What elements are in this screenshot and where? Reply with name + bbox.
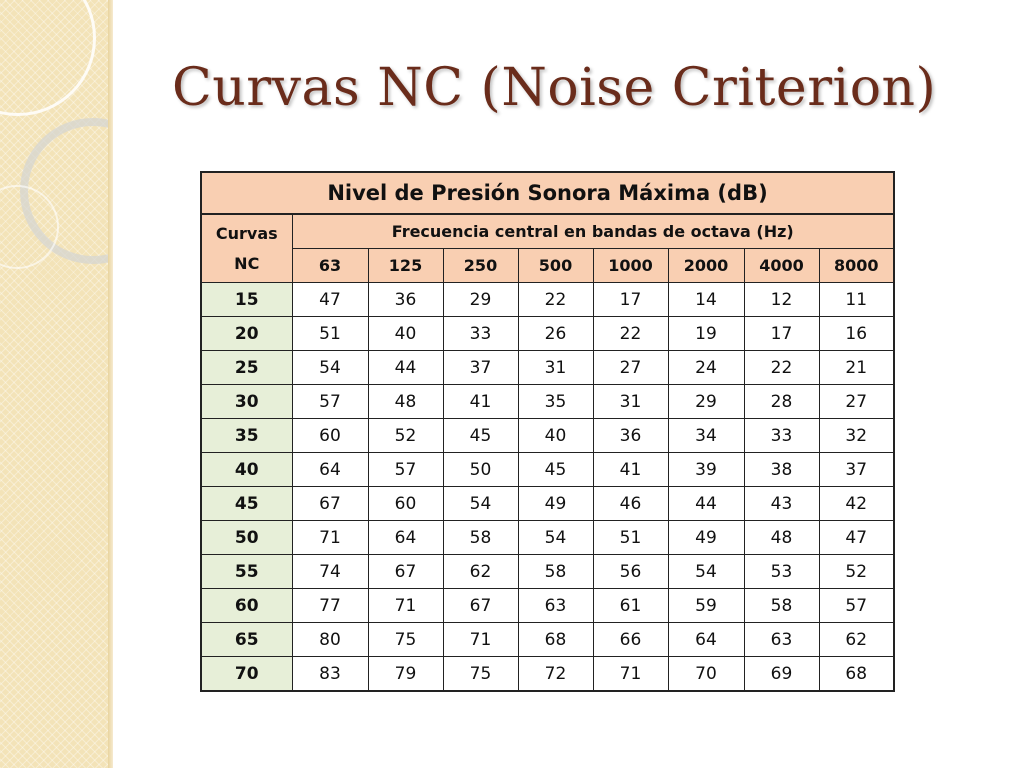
spl-value-cell: 79: [368, 657, 443, 692]
spl-value-cell: 83: [292, 657, 368, 692]
spl-value-cell: 57: [292, 385, 368, 419]
spl-value-cell: 24: [668, 351, 744, 385]
table-body: [201, 283, 894, 692]
spl-value-cell: 16: [819, 317, 894, 351]
frequency-header-cell: 500: [518, 249, 593, 283]
spl-value-cell: 40: [368, 317, 443, 351]
spl-value-cell: 41: [443, 385, 518, 419]
spl-value-cell: 34: [668, 419, 744, 453]
spl-value-cell: 69: [744, 657, 819, 692]
decorative-ring: [0, 0, 96, 116]
spl-value-cell: 27: [593, 351, 668, 385]
spl-value-cell: 56: [593, 555, 668, 589]
table-row: [201, 555, 894, 589]
nc-value-cell: 20: [201, 317, 292, 351]
spl-value-cell: 62: [819, 623, 894, 657]
spl-value-cell: 49: [668, 521, 744, 555]
spl-value-cell: 77: [292, 589, 368, 623]
spl-value-cell: 74: [292, 555, 368, 589]
table-row: [201, 487, 894, 521]
spl-value-cell: 67: [368, 555, 443, 589]
spl-value-cell: 71: [593, 657, 668, 692]
spl-value-cell: 31: [518, 351, 593, 385]
spl-value-cell: 50: [443, 453, 518, 487]
spl-value-cell: 67: [443, 589, 518, 623]
frequency-header-cell: 2000: [668, 249, 744, 283]
spl-value-cell: 14: [668, 283, 744, 317]
spl-value-cell: 22: [518, 283, 593, 317]
spl-value-cell: 53: [744, 555, 819, 589]
spl-value-cell: 51: [593, 521, 668, 555]
spl-value-cell: 52: [819, 555, 894, 589]
spl-value-cell: 43: [744, 487, 819, 521]
spl-value-cell: 48: [744, 521, 819, 555]
spl-value-cell: 54: [518, 521, 593, 555]
spl-value-cell: 49: [518, 487, 593, 521]
nc-value-cell: 55: [201, 555, 292, 589]
table-row: [201, 521, 894, 555]
spl-value-cell: 44: [668, 487, 744, 521]
table-row: [201, 453, 894, 487]
nc-value-cell: 25: [201, 351, 292, 385]
table-row: [201, 623, 894, 657]
spl-value-cell: 11: [819, 283, 894, 317]
spl-value-cell: 31: [593, 385, 668, 419]
spl-value-cell: 26: [518, 317, 593, 351]
nc-value-cell: 70: [201, 657, 292, 692]
spl-value-cell: 54: [292, 351, 368, 385]
spl-value-cell: 70: [668, 657, 744, 692]
spl-value-cell: 40: [518, 419, 593, 453]
spl-value-cell: 33: [443, 317, 518, 351]
table-row: [201, 317, 894, 351]
spl-value-cell: 64: [368, 521, 443, 555]
spl-value-cell: 36: [593, 419, 668, 453]
spl-value-cell: 52: [368, 419, 443, 453]
spl-value-cell: 28: [744, 385, 819, 419]
spl-value-cell: 59: [668, 589, 744, 623]
spl-value-cell: 47: [292, 283, 368, 317]
spl-value-cell: 63: [518, 589, 593, 623]
spl-value-cell: 57: [819, 589, 894, 623]
spl-value-cell: 45: [443, 419, 518, 453]
nc-value-cell: 35: [201, 419, 292, 453]
spl-value-cell: 68: [518, 623, 593, 657]
nc-value-cell: 45: [201, 487, 292, 521]
table-super-header: Nivel de Presión Sonora Máxima (dB): [201, 172, 894, 214]
table-row: [201, 385, 894, 419]
spl-value-cell: 68: [819, 657, 894, 692]
frequency-header-row: [201, 249, 894, 283]
spl-value-cell: 71: [368, 589, 443, 623]
spl-value-cell: 63: [744, 623, 819, 657]
spl-value-cell: 17: [593, 283, 668, 317]
spl-value-cell: 19: [668, 317, 744, 351]
spl-value-cell: 22: [744, 351, 819, 385]
table-row: [201, 657, 894, 692]
spl-value-cell: 51: [292, 317, 368, 351]
spl-value-cell: 54: [443, 487, 518, 521]
decorative-side-panel: [0, 0, 113, 768]
spl-value-cell: 27: [819, 385, 894, 419]
spl-value-cell: 57: [368, 453, 443, 487]
table-row: [201, 283, 894, 317]
nc-value-cell: 15: [201, 283, 292, 317]
spl-value-cell: 37: [443, 351, 518, 385]
spl-value-cell: 44: [368, 351, 443, 385]
nc-curves-table: [200, 171, 895, 692]
spl-value-cell: 36: [368, 283, 443, 317]
spl-value-cell: 17: [744, 317, 819, 351]
spl-value-cell: 58: [518, 555, 593, 589]
spl-value-cell: 62: [443, 555, 518, 589]
spl-value-cell: 54: [668, 555, 744, 589]
spl-value-cell: 37: [819, 453, 894, 487]
nc-value-cell: 60: [201, 589, 292, 623]
nc-column-header: [201, 214, 292, 283]
spl-value-cell: 22: [593, 317, 668, 351]
spl-value-cell: 64: [668, 623, 744, 657]
spl-value-cell: 71: [292, 521, 368, 555]
spl-value-cell: 29: [668, 385, 744, 419]
nc-value-cell: 65: [201, 623, 292, 657]
frequency-header-cell: 4000: [744, 249, 819, 283]
nc-value-cell: 50: [201, 521, 292, 555]
spl-value-cell: 35: [518, 385, 593, 419]
frequency-header-cell: 125: [368, 249, 443, 283]
frequency-header-cell: 250: [443, 249, 518, 283]
frequency-group-header: Frecuencia central en bandas de octava (Hz): [292, 214, 894, 249]
spl-value-cell: 80: [292, 623, 368, 657]
side-panel-edge: [108, 0, 113, 768]
page-title: Curvas NC (Noise Criterion): [172, 58, 937, 118]
nc-header-line2: NC: [234, 253, 260, 273]
frequency-header-cell: 1000: [593, 249, 668, 283]
frequency-header-cell: 63: [292, 249, 368, 283]
spl-value-cell: 12: [744, 283, 819, 317]
spl-value-cell: 61: [593, 589, 668, 623]
spl-value-cell: 66: [593, 623, 668, 657]
frequency-header-cell: 8000: [819, 249, 894, 283]
table-row: [201, 419, 894, 453]
spl-value-cell: 21: [819, 351, 894, 385]
table-row: [201, 589, 894, 623]
spl-value-cell: 32: [819, 419, 894, 453]
spl-value-cell: 33: [744, 419, 819, 453]
spl-value-cell: 38: [744, 453, 819, 487]
spl-value-cell: 45: [518, 453, 593, 487]
spl-value-cell: 67: [292, 487, 368, 521]
spl-value-cell: 75: [443, 657, 518, 692]
spl-value-cell: 58: [443, 521, 518, 555]
spl-value-cell: 60: [368, 487, 443, 521]
nc-header-line1: Curvas: [215, 223, 278, 243]
table-row: [201, 351, 894, 385]
spl-value-cell: 46: [593, 487, 668, 521]
spl-value-cell: 42: [819, 487, 894, 521]
spl-value-cell: 47: [819, 521, 894, 555]
spl-value-cell: 75: [368, 623, 443, 657]
spl-value-cell: 60: [292, 419, 368, 453]
spl-value-cell: 48: [368, 385, 443, 419]
nc-value-cell: 30: [201, 385, 292, 419]
spl-value-cell: 29: [443, 283, 518, 317]
spl-value-cell: 64: [292, 453, 368, 487]
spl-value-cell: 72: [518, 657, 593, 692]
nc-value-cell: 40: [201, 453, 292, 487]
spl-value-cell: 39: [668, 453, 744, 487]
spl-value-cell: 71: [443, 623, 518, 657]
spl-value-cell: 58: [744, 589, 819, 623]
spl-value-cell: 41: [593, 453, 668, 487]
